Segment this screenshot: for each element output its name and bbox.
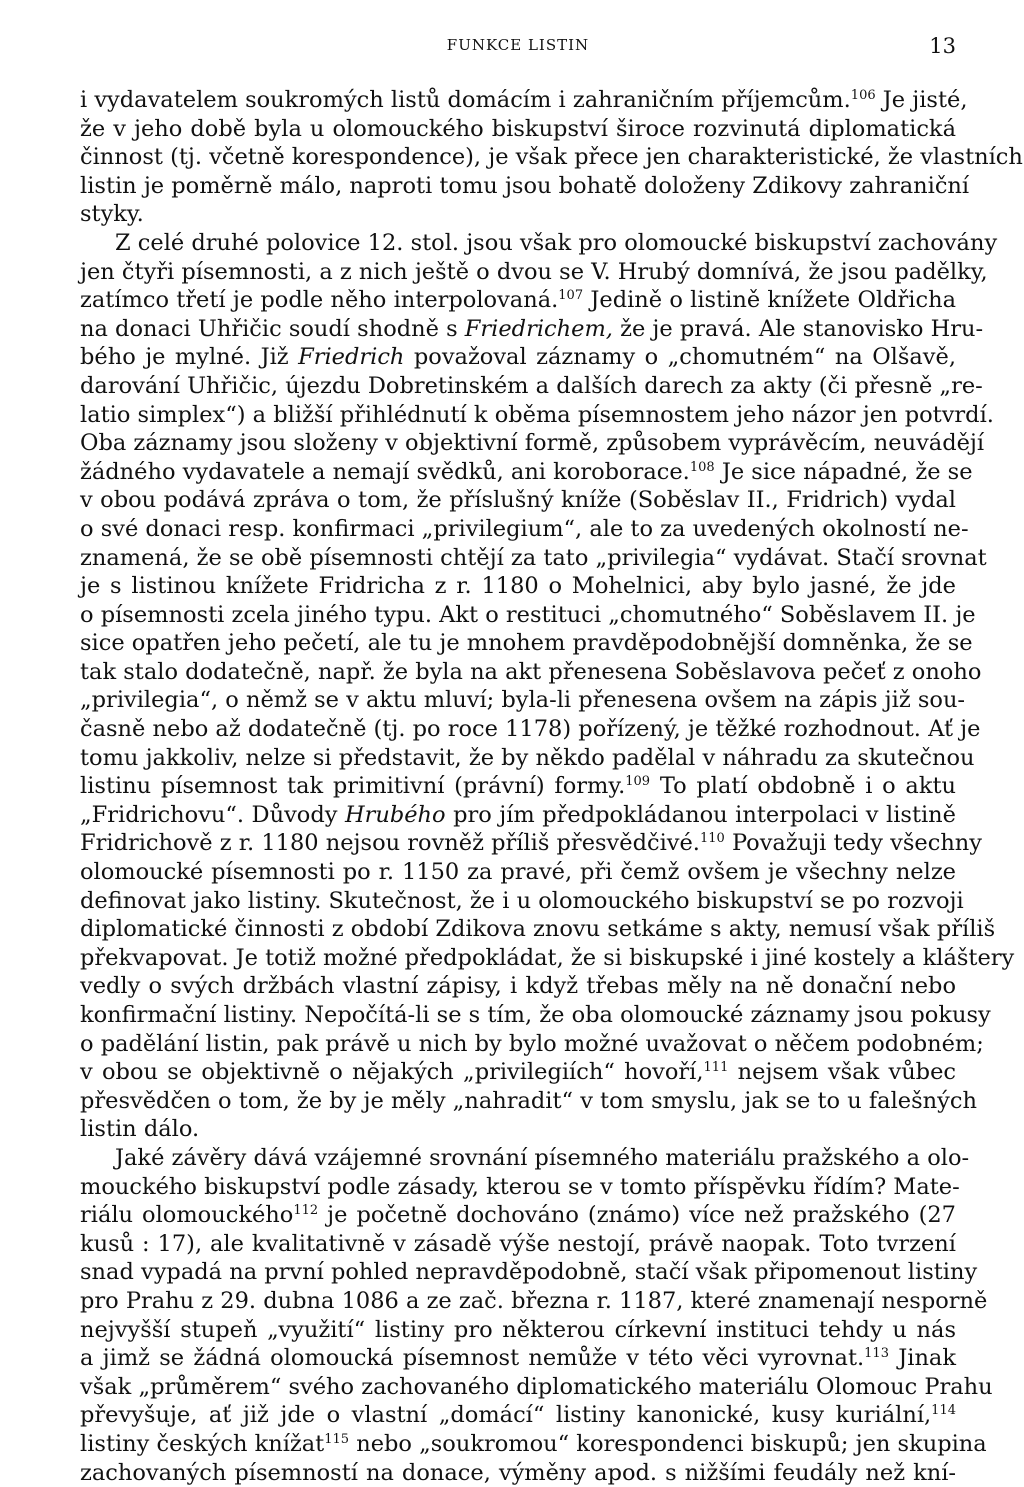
text-line (80, 1030, 956, 1059)
text-line (80, 1001, 956, 1030)
text-line (80, 343, 956, 372)
text-line (80, 1373, 956, 1402)
footnote-reference: 113 (864, 1346, 889, 1361)
text-segment: To platí obdobně i o aktu (650, 773, 956, 799)
text-line (80, 1287, 956, 1316)
text-line (80, 1144, 956, 1173)
text-line (80, 401, 956, 430)
text-line (80, 315, 956, 344)
text-segment: činnost (tj. včetně korespondence), je však přece jen charakteristické, že vlastních (80, 144, 1023, 170)
cited-author: Friedrich (298, 344, 404, 370)
text-segment: pro Prahu z 29. dubna 1086 a ze zač. března r. 1187, které znamenají nesporně (80, 1288, 987, 1314)
text-line (80, 1230, 956, 1259)
footnote-reference: 112 (293, 1203, 318, 1218)
text-segment: Považuji tedy všechny (725, 830, 982, 856)
text-segment: darování Uhřičic, újezdu Dobretinském a dalších darech za akty (či přesně „re- (80, 373, 983, 399)
text-line (80, 915, 956, 944)
text-segment: vedly o svých držbách vlastní zápisy, i když třebas měly na ně donační nebo (80, 973, 956, 999)
text-line (80, 172, 956, 201)
text-segment: že je pravá. Ale stanovisko Hru- (613, 316, 983, 342)
text-line (80, 429, 956, 458)
text-segment: zachovaných písemností na donace, výměny apod. s nižšími feudály než kní- (80, 1460, 956, 1486)
text-line (80, 1430, 956, 1459)
text-segment: latio simplex“) a bližší přihlédnutí k oběma písemnostem jeho názor jen potvrdí. (80, 402, 994, 428)
body-text (80, 86, 956, 1487)
text-segment: o písemnosti zcela jiného typu. Akt o restituci „chomutného“ Soběslavem II. je (80, 602, 976, 628)
text-segment: Jaké závěry dává vzájemné srovnání písemného materiálu pražského a olo- (115, 1145, 969, 1171)
text-segment: konfirmační listiny. Nepočítá-li se s tím, že oba olomoucké záznamy jsou pokusy (80, 1002, 991, 1028)
text-line (80, 858, 956, 887)
footnote-reference: 108 (690, 460, 715, 475)
text-segment: přesvědčen o tom, že by je měly „nahradit“ v tom smyslu, jak se to u falešných (80, 1088, 977, 1114)
cited-author: Friedrichem, (465, 316, 613, 342)
text-segment: listiny českých knížat (80, 1431, 324, 1457)
footnote-reference: 106 (851, 88, 876, 103)
text-segment: Jinak (889, 1345, 956, 1371)
text-line (80, 1115, 956, 1144)
text-segment: riálu olomouckého (80, 1202, 293, 1228)
text-segment: listin je poměrně málo, naproti tomu jsou bohatě doloženy Zdikovy zahraniční (80, 173, 969, 199)
text-segment: tak stalo dodatečně, např. že byla na akt přenesena Soběslavova pečeť z onoho (80, 659, 981, 685)
text-line (80, 629, 956, 658)
page-header (80, 34, 956, 58)
text-segment: listin dálo. (80, 1116, 199, 1142)
text-line (80, 458, 956, 487)
text-segment: je s listinou knížete Fridricha z r. 1180 o Mohelnici, aby bylo jasné, že jde (80, 573, 956, 599)
text-line (80, 486, 956, 515)
text-line (80, 772, 956, 801)
text-line (80, 1316, 956, 1345)
text-line (80, 1258, 956, 1287)
text-segment: zatímco třetí je podle něho interpolovaná. (80, 287, 558, 313)
text-segment: listinu písemnost tak primitivní (právní) formy. (80, 773, 625, 799)
text-segment: definovat jako listiny. Skutečnost, že i u olomouckého biskupství se po rozvoji (80, 888, 964, 914)
text-segment: bého je mylné. Již (80, 344, 298, 370)
text-segment: Je sice nápadné, že se (715, 459, 973, 485)
text-segment: Fridrichově z r. 1180 nejsou rovněž příliš přesvědčivé. (80, 830, 700, 856)
text-segment: diplomatické činnosti z období Zdikova znovu setkáme s akty, nemusí však příliš (80, 916, 995, 942)
text-segment: v obou se objektivně o nějakých „privilegiích“ hovoří, (80, 1059, 704, 1085)
text-segment: na donaci Uhřičic soudí shodně s (80, 316, 465, 342)
text-line (80, 200, 956, 229)
text-segment: snad vypadá na první pohled nepravděpodobně, stačí však připomenout listiny (80, 1259, 977, 1285)
text-line (80, 1173, 956, 1202)
text-segment: v obou podává zpráva o tom, že příslušný kníže (Soběslav II., Fridrich) vydal (80, 487, 956, 513)
text-line (80, 972, 956, 1001)
text-segment: o své donaci resp. konfirmaci „privilegium“, ale to za uvedených okolností ne- (80, 516, 969, 542)
text-segment: kusů : 17), ale kvalitativně v zásadě výše nestojí, právě naopak. Toto tvrzení (80, 1231, 956, 1257)
text-segment: i vydavatelem soukromých listů domácím i zahraničním příjemcům. (80, 87, 851, 113)
text-line (80, 372, 956, 401)
text-segment: Je jisté, (876, 87, 968, 113)
text-line (80, 1201, 956, 1230)
text-segment: „Fridrichovu“. Důvody (80, 802, 345, 828)
text-segment: však „průměrem“ svého zachovaného diplomatického materiálu Olomouc Prahu (80, 1374, 993, 1400)
text-segment: pro jím předpokládanou interpolaci v listině (446, 802, 956, 828)
text-line (80, 715, 956, 744)
footnote-reference: 110 (700, 831, 725, 846)
text-line (80, 744, 956, 773)
text-segment: je početně dochováno (známo) více než pražského (27 (318, 1202, 956, 1228)
text-line (80, 887, 956, 916)
running-head: FUNKCE LISTIN (80, 36, 956, 54)
text-segment: časně nebo až dodatečně (tj. po roce 1178) pořízený, je těžké rozhodnout. Ať je (80, 716, 980, 742)
footnote-reference: 111 (704, 1060, 729, 1075)
text-line (80, 115, 956, 144)
text-segment: tomu jakkoliv, nelze si představit, že by někdo padělal v náhradu za skutečnou (80, 745, 975, 771)
text-segment: olomoucké písemnosti po r. 1150 za pravé, při čemž ovšem je všechny nelze (80, 859, 956, 885)
text-segment: o padělání listin, pak právě u nich by bylo možné uvažovat o něčem podobném; (80, 1031, 984, 1057)
page-number: 13 (929, 34, 956, 58)
text-line (80, 829, 956, 858)
text-segment: nejsem však vůbec (728, 1059, 956, 1085)
text-segment: nebo „soukromou“ korespondenci biskupů; jen skupina (349, 1431, 987, 1457)
text-line (80, 143, 956, 172)
cited-author: Hrubého (345, 802, 446, 828)
text-segment: že v jeho době byla u olomouckého biskupství široce rozvinutá diplomatická (80, 116, 956, 142)
text-line (80, 1087, 956, 1116)
text-line (80, 572, 956, 601)
text-line (80, 229, 956, 258)
text-line (80, 1058, 956, 1087)
text-line (80, 1459, 956, 1487)
text-segment: překvapovat. Je totiž možné předpokládat, že si biskupské i jiné kostely a kláštery (80, 945, 1014, 971)
text-line (80, 1401, 956, 1430)
footnote-reference: 115 (324, 1432, 349, 1447)
text-line (80, 601, 956, 630)
text-segment: Jedině o listině knížete Oldřicha (583, 287, 956, 313)
footnote-reference: 114 (931, 1403, 956, 1418)
footnote-reference: 109 (625, 774, 650, 789)
text-segment: znamená, že se obě písemnosti chtějí za tato „privilegia“ vydávat. Stačí srovnat (80, 545, 987, 571)
text-line (80, 686, 956, 715)
text-segment: žádného vydavatele a nemají svědků, ani koroborace. (80, 459, 690, 485)
text-line (80, 286, 956, 315)
text-segment: „privilegia“, o němž se v aktu mluví; byla-li přenesena ovšem na zápis již sou- (80, 687, 965, 713)
footnote-reference: 107 (558, 288, 583, 303)
text-line (80, 944, 956, 973)
text-segment: jen čtyři písemnosti, a z nich ještě o dvou se V. Hrubý domnívá, že jsou padělky, (80, 259, 988, 285)
text-line (80, 258, 956, 287)
text-segment: převyšuje, ať již jde o vlastní „domácí“ listiny kanonické, kusy kuriální, (80, 1402, 931, 1428)
text-line (80, 658, 956, 687)
text-line (80, 801, 956, 830)
text-segment: považoval záznamy o „chomutném“ na Olšavě, (404, 344, 956, 370)
text-segment: Oba záznamy jsou složeny v objektivní formě, způsobem vyprávěcím, neuvádějí (80, 430, 984, 456)
text-line (80, 515, 956, 544)
text-segment: mouckého biskupství podle zásady, kterou se v tomto příspěvku řídím? Mate- (80, 1174, 960, 1200)
text-segment: nejvyšší stupeň „využití“ listiny pro některou církevní instituci tehdy u nás (80, 1317, 956, 1343)
text-line (80, 86, 956, 115)
text-line (80, 1344, 956, 1373)
text-line (80, 544, 956, 573)
text-segment: styky. (80, 201, 144, 227)
text-segment: Z celé druhé polovice 12. stol. jsou však pro olomoucké biskupství zachovány (115, 230, 997, 256)
text-segment: a jimž se žádná olomoucká písemnost nemůže v této věci vyrovnat. (80, 1345, 864, 1371)
text-segment: sice opatřen jeho pečetí, ale tu je mnohem pravděpodobnější domněnka, že se (80, 630, 973, 656)
